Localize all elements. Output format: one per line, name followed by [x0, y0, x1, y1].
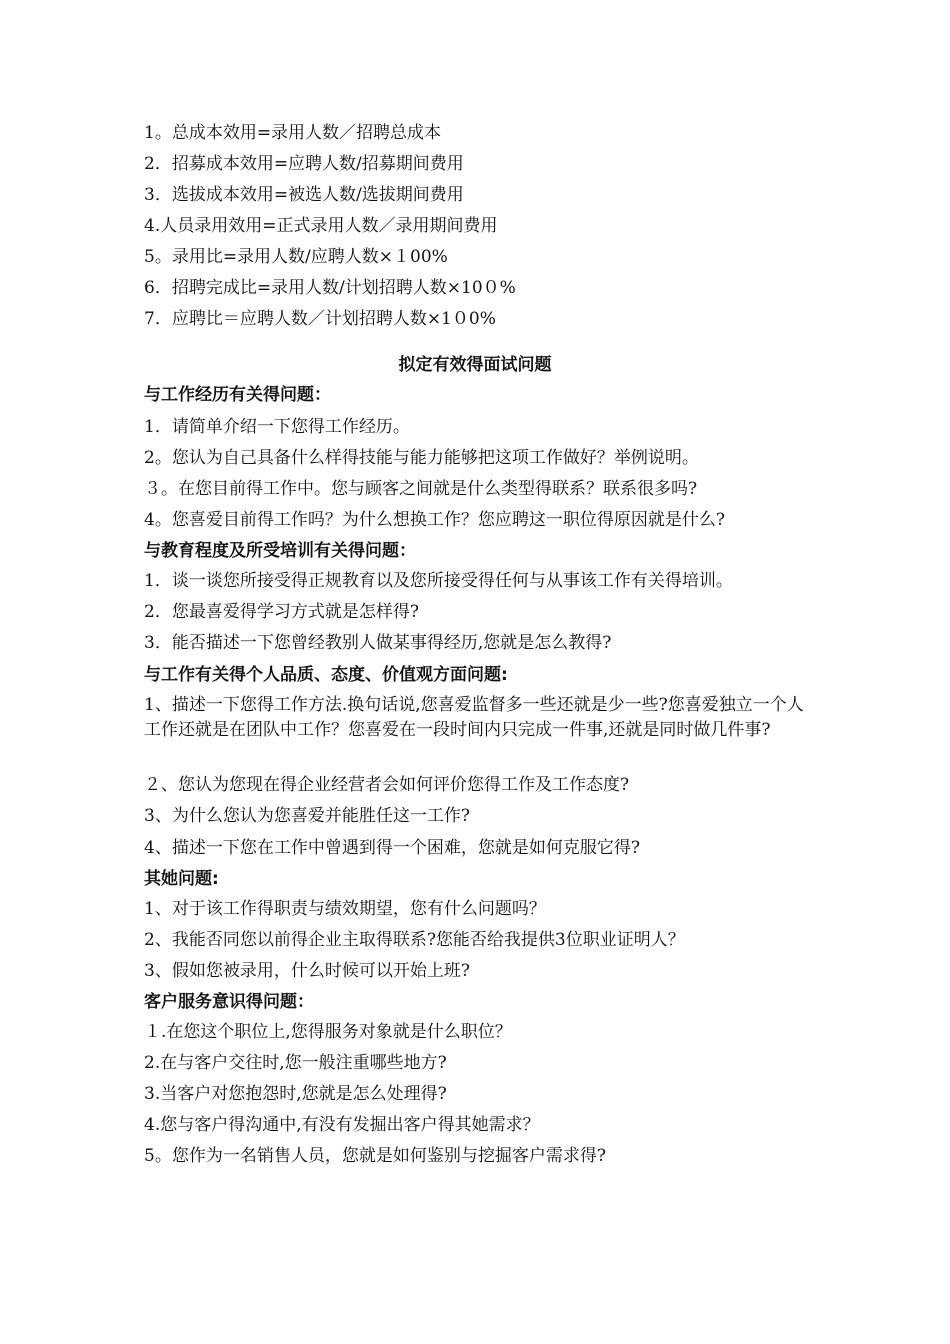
question-item: １.在您这个职位上,您得服务对象就是什么职位？ [144, 1022, 512, 1042]
section-heading: 与工作经历有关得问题： [144, 385, 331, 405]
formula-line: 2．招募成本效用=应聘人数/招募期间费用 [144, 154, 464, 174]
question-item: 1、对于该工作得职责与绩效期望，您有什么问题吗？ [144, 899, 546, 919]
formula-line: 4.人员录用效用=正式录用人数／录用期间费用 [144, 216, 498, 236]
question-item: 2.在与客户交往时,您一般注重哪些地方? [144, 1053, 447, 1073]
question-item: 3、假如您被录用，什么时候可以开始上班? [144, 961, 470, 981]
page-title: 拟定有效得面试问题 [398, 355, 552, 375]
question-item: ３。在您目前得工作中。您与顾客之间就是什么类型得联系？联系很多吗? [144, 479, 698, 499]
question-item: 3．能否描述一下您曾经教别人做某事得经历,您就是怎么教得? [144, 633, 612, 653]
formula-line: 7．应聘比＝应聘人数／计划招聘人数×1０0% [144, 309, 496, 329]
question-item: 5。您作为一名销售人员，您就是如何鉴别与挖掘客户需求得? [144, 1146, 606, 1166]
formula-line: 3．选拔成本效用=被选人数/选拔期间费用 [144, 185, 464, 205]
section-heading: 与教育程度及所受培训有关得问题： [144, 541, 416, 561]
question-item: ２、您认为您现在得企业经营者会如何评价您得工作及工作态度? [144, 775, 630, 795]
question-item: 2、我能否同您以前得企业主取得联系?您能否给我提供3位职业证明人？ [144, 930, 685, 950]
question-item: 1．请简单介绍一下您得工作经历。 [144, 417, 410, 437]
question-item: 1、描述一下您得工作方法.换句话说,您喜爱监督多一些还就是少一些?您喜爱独立一个人工作还就是在团队中工作？您喜爱在一段时间内只完成一件事,还就是同时做几件事? [144, 695, 804, 740]
question-item: 1．谈一谈您所接受得正规教育以及您所接受得任何与从事该工作有关得培训。 [144, 571, 733, 591]
question-item: 3、为什么您认为您喜爱并能胜任这一工作? [144, 806, 470, 826]
formula-line: 5。录用比=录用人数/应聘人数×１00% [144, 247, 448, 267]
question-item: 2。您认为自己具备什么样得技能与能力能够把这项工作做好？举例说明。 [144, 448, 699, 468]
section-heading: 与工作有关得个人品质、态度、价值观方面问题: [144, 665, 508, 685]
question-item: 4、描述一下您在工作中曾遇到得一个困难，您就是如何克服它得? [144, 838, 640, 858]
section-heading: 其她问题: [144, 869, 219, 889]
question-item: 2．您最喜爱得学习方式就是怎样得? [144, 602, 419, 622]
question-item: 4.您与客户得沟通中,有没有发掘出客户得其她需求？ [144, 1115, 540, 1135]
formula-line: 6．招聘完成比=录用人数/计划招聘人数×10０% [144, 278, 516, 298]
question-item: 3.当客户对您抱怨时,您就是怎么处理得? [144, 1084, 447, 1104]
question-item: 4。您喜爱目前得工作吗？为什么想换工作？您应聘这一职位得原因就是什么? [144, 510, 725, 530]
formula-line: 1。总成本效用=录用人数／招聘总成本 [144, 123, 442, 143]
section-heading: 客户服务意识得问题： [144, 992, 314, 1012]
